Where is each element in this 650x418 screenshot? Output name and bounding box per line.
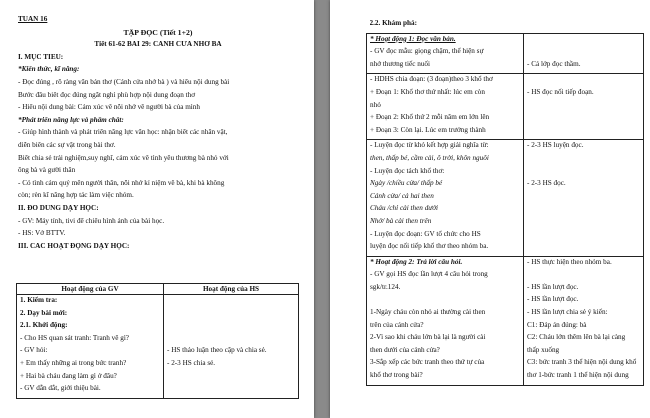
table-cell-gv (367, 140, 524, 256)
gv-line: Ngày /chiều cửa/ thấp bé (370, 179, 443, 188)
hs-line (527, 242, 640, 255)
table-row-warmup: 2.1. Khởi động: (20, 321, 68, 330)
hs-line (527, 126, 640, 139)
table-row-check: 1. Kiểm tra: (20, 296, 58, 304)
hs-line: - HS thảo luận theo cặp và chia sẻ. (167, 346, 267, 355)
hs-line (527, 101, 640, 114)
hs-line: - HS lần lượt đọc. (527, 295, 579, 304)
hs-line: - HS lần lượt chia sẻ ý kiến: (527, 308, 608, 317)
gv-line: nhớ thương tiếc nuối (370, 59, 431, 68)
hs-line: - 2-3 HS chia sẻ. (167, 358, 216, 367)
knowledge-title: *Kiến thức, kĩ năng: (18, 66, 80, 74)
competency-title: *Phát triển năng lực và phẩm chất: (18, 116, 124, 124)
lesson-heading: Tiết 61-62 BÀI 29: CÁNH CỬA NHỚ BÀ (94, 41, 222, 49)
gv-line: - GV đọc mẫu: giọng chậm, thể hiện sự (370, 47, 484, 56)
hs-line (527, 204, 640, 217)
hs-line: thấp xuống (527, 345, 560, 354)
hs-line (527, 113, 640, 126)
competency-line: còn; rèn kĩ năng hợp tác làm việc nhóm. (18, 192, 134, 200)
hs-line: C1: Đáp án đúng: bà (527, 320, 587, 329)
hs-line: - 2-3 HS đọc. (527, 179, 566, 188)
materials-line: - GV: Máy tính, tivi để chiếu hình ảnh của bài học. (18, 217, 165, 225)
gv-line: - Luyện đọc từ khó kết hợp giải nghĩa từ: (370, 141, 489, 150)
gv-line (370, 295, 520, 308)
table-header-gv: Hoạt động của GV (17, 284, 164, 295)
gv-line: + Đoạn 2: Khổ thứ 2 mỗi năm em lớn lên (370, 113, 490, 122)
gv-line: 2-Vì sao khi cháu lớn bà lại là người cài (370, 333, 486, 342)
hs-line: C2: Cháu lớn thêm lên bà lại càng (527, 333, 626, 342)
hs-line (167, 334, 295, 347)
gv-line: - HDHS chia đoạn: (3 đoạn)theo 3 khổ thơ (370, 75, 493, 84)
hs-line (167, 372, 295, 385)
hs-line (527, 270, 640, 283)
gv-line: - GV gọi HS đọc lần lượt 4 câu hỏi trong (370, 270, 488, 279)
gv-line: - Luyện đọc đoạn: GV tổ chức cho HS (370, 229, 481, 238)
week-label: TUẦN 16 (18, 16, 48, 23)
hs-line: - 2-3 HS luyện đọc. (527, 141, 584, 150)
hs-line (527, 35, 640, 48)
activities-table (16, 283, 299, 399)
hs-line (527, 75, 640, 88)
gv-line: + Em thấy những ai trong bức tranh? (20, 358, 127, 367)
gv-line: - GV hỏi: (20, 346, 48, 355)
gv-line: trên của cánh cửa? (370, 320, 424, 329)
knowledge-line: - Đọc đúng , rõ ràng văn bản thơ (Cánh cửa nhớ bà ) và hiểu nội dung bài (18, 78, 230, 86)
table-row (367, 74, 644, 140)
section-activities: III. CÁC HOẠT ĐỘNG DẠY HỌC: (18, 242, 130, 250)
competency-line: - Có tình cảm quý mến người thân, nỗi nhớ kỉ niệm về bà, khi bà không (18, 179, 225, 187)
table-header-hs: Hoạt động của HS (164, 284, 299, 295)
competency-line: Biết chia sẻ trải nghiệm,suy nghĩ, cảm xúc về tình yêu thương bà nhỏ với (18, 154, 229, 162)
gv-line: then dưới của cánh cửa? (370, 345, 440, 354)
hs-line: - HS lần lượt đọc. (527, 282, 579, 291)
gv-line: + Hai bà cháu đang làm gì ở đâu? (20, 371, 117, 380)
discovery-title: 2.2. Khám phá: (369, 19, 418, 27)
table-row (367, 33, 644, 74)
hs-line (527, 217, 640, 230)
section-materials: II. ĐỒ DÙNG DẠY HỌC: (18, 204, 99, 212)
table-cell-gv (367, 33, 524, 74)
hs-line: thơ 1-bức tranh 1 thể hiện nội dung (527, 371, 629, 380)
table-cell-hs (524, 33, 644, 74)
table-cell-hs (524, 140, 644, 256)
hs-line: C3: bức tranh 3 thể hiện nội dung khổ (527, 358, 637, 367)
gv-line: khổ thơ trong bài? (370, 371, 423, 380)
hs-line (167, 384, 295, 397)
table-cell-gv (367, 74, 524, 140)
table-cell-gv (367, 256, 524, 385)
gv-line: then, thấp bé, cầm cài, ô trời, khôn nguôi (370, 153, 489, 162)
gv-line: Cánh cửa/ cả hai then (370, 191, 434, 200)
table-cell-hs (164, 295, 299, 399)
table-cell-gv (17, 295, 164, 399)
gv-line: - Luyện đọc tách khổ thơ: (370, 166, 445, 175)
hs-line (527, 167, 640, 180)
gv-line: luyện đọc nối tiếp khổ thơ theo nhóm ba. (370, 242, 489, 251)
hs-line (527, 192, 640, 205)
materials-line: - HS: Vở BTTV. (18, 230, 66, 238)
hs-line: - Cả lớp đọc thầm. (527, 59, 581, 68)
gv-line: Nhớ/ bà cài then trên (370, 216, 432, 225)
gv-line: + Đoạn 1: Khổ thơ thứ nhất: lúc em còn (370, 87, 485, 96)
table-cell-hs (524, 74, 644, 140)
competency-line: ông bà và gười thân (18, 167, 76, 175)
gv-line: 3-Sắp xếp các bức tranh theo thứ tự của (370, 358, 485, 367)
section-objectives: I. MỤC TIÊU: (18, 53, 64, 61)
discovery-table (366, 18, 644, 386)
gv-line: Cháu /chỉ cài then dưới (370, 204, 439, 213)
subject-heading: TẬP ĐỌC (Tiết 1+2) (123, 28, 193, 37)
knowledge-line: Bước đầu biết đọc đúng ngắt nghỉ phù hợp nội dung đoạn thơ (18, 91, 195, 99)
document-page-left (0, 0, 314, 418)
competency-line: diễn biến các sự vật trong bài thơ. (18, 141, 116, 149)
hs-line (527, 154, 640, 167)
gv-line: + Đoạn 3: Còn lại. Lúc em trưởng thành (370, 125, 486, 134)
knowledge-line: - Hiểu nội dung bài: Cảm xúc về nỗi nhớ về người bà của mình (18, 104, 200, 112)
hs-line (527, 47, 640, 60)
table-row (367, 256, 644, 385)
gv-line: nhỏ (370, 100, 381, 109)
hs-line: - HS đọc nối tiếp đoạn. (527, 87, 594, 96)
hs-line: - HS thực hiện theo nhóm ba. (527, 257, 612, 266)
gv-line: * Hoạt động 1: Đọc văn bản. (370, 34, 456, 43)
gv-line: - Cho HS quan sát tranh: Tranh vẽ gì? (20, 333, 130, 342)
gv-line: * Hoạt động 2: Trả lời câu hỏi. (370, 257, 463, 266)
competency-line: - Giúp hình thành và phát triển năng lực văn học: nhận biết các nhân vật, (18, 129, 228, 137)
gv-line: sgk/tr.124. (370, 282, 401, 291)
hs-line (527, 230, 640, 243)
table-row (367, 140, 644, 256)
gv-line: 1-Ngày cháu còn nhỏ ai thường cài then (370, 308, 486, 317)
table-row-new-lesson: 2. Dạy bài mới: (20, 308, 68, 317)
table-cell-hs (524, 256, 644, 385)
document-page-right (330, 0, 650, 418)
gv-line: - GV dẫn dắt, giới thiệu bài. (20, 384, 101, 393)
